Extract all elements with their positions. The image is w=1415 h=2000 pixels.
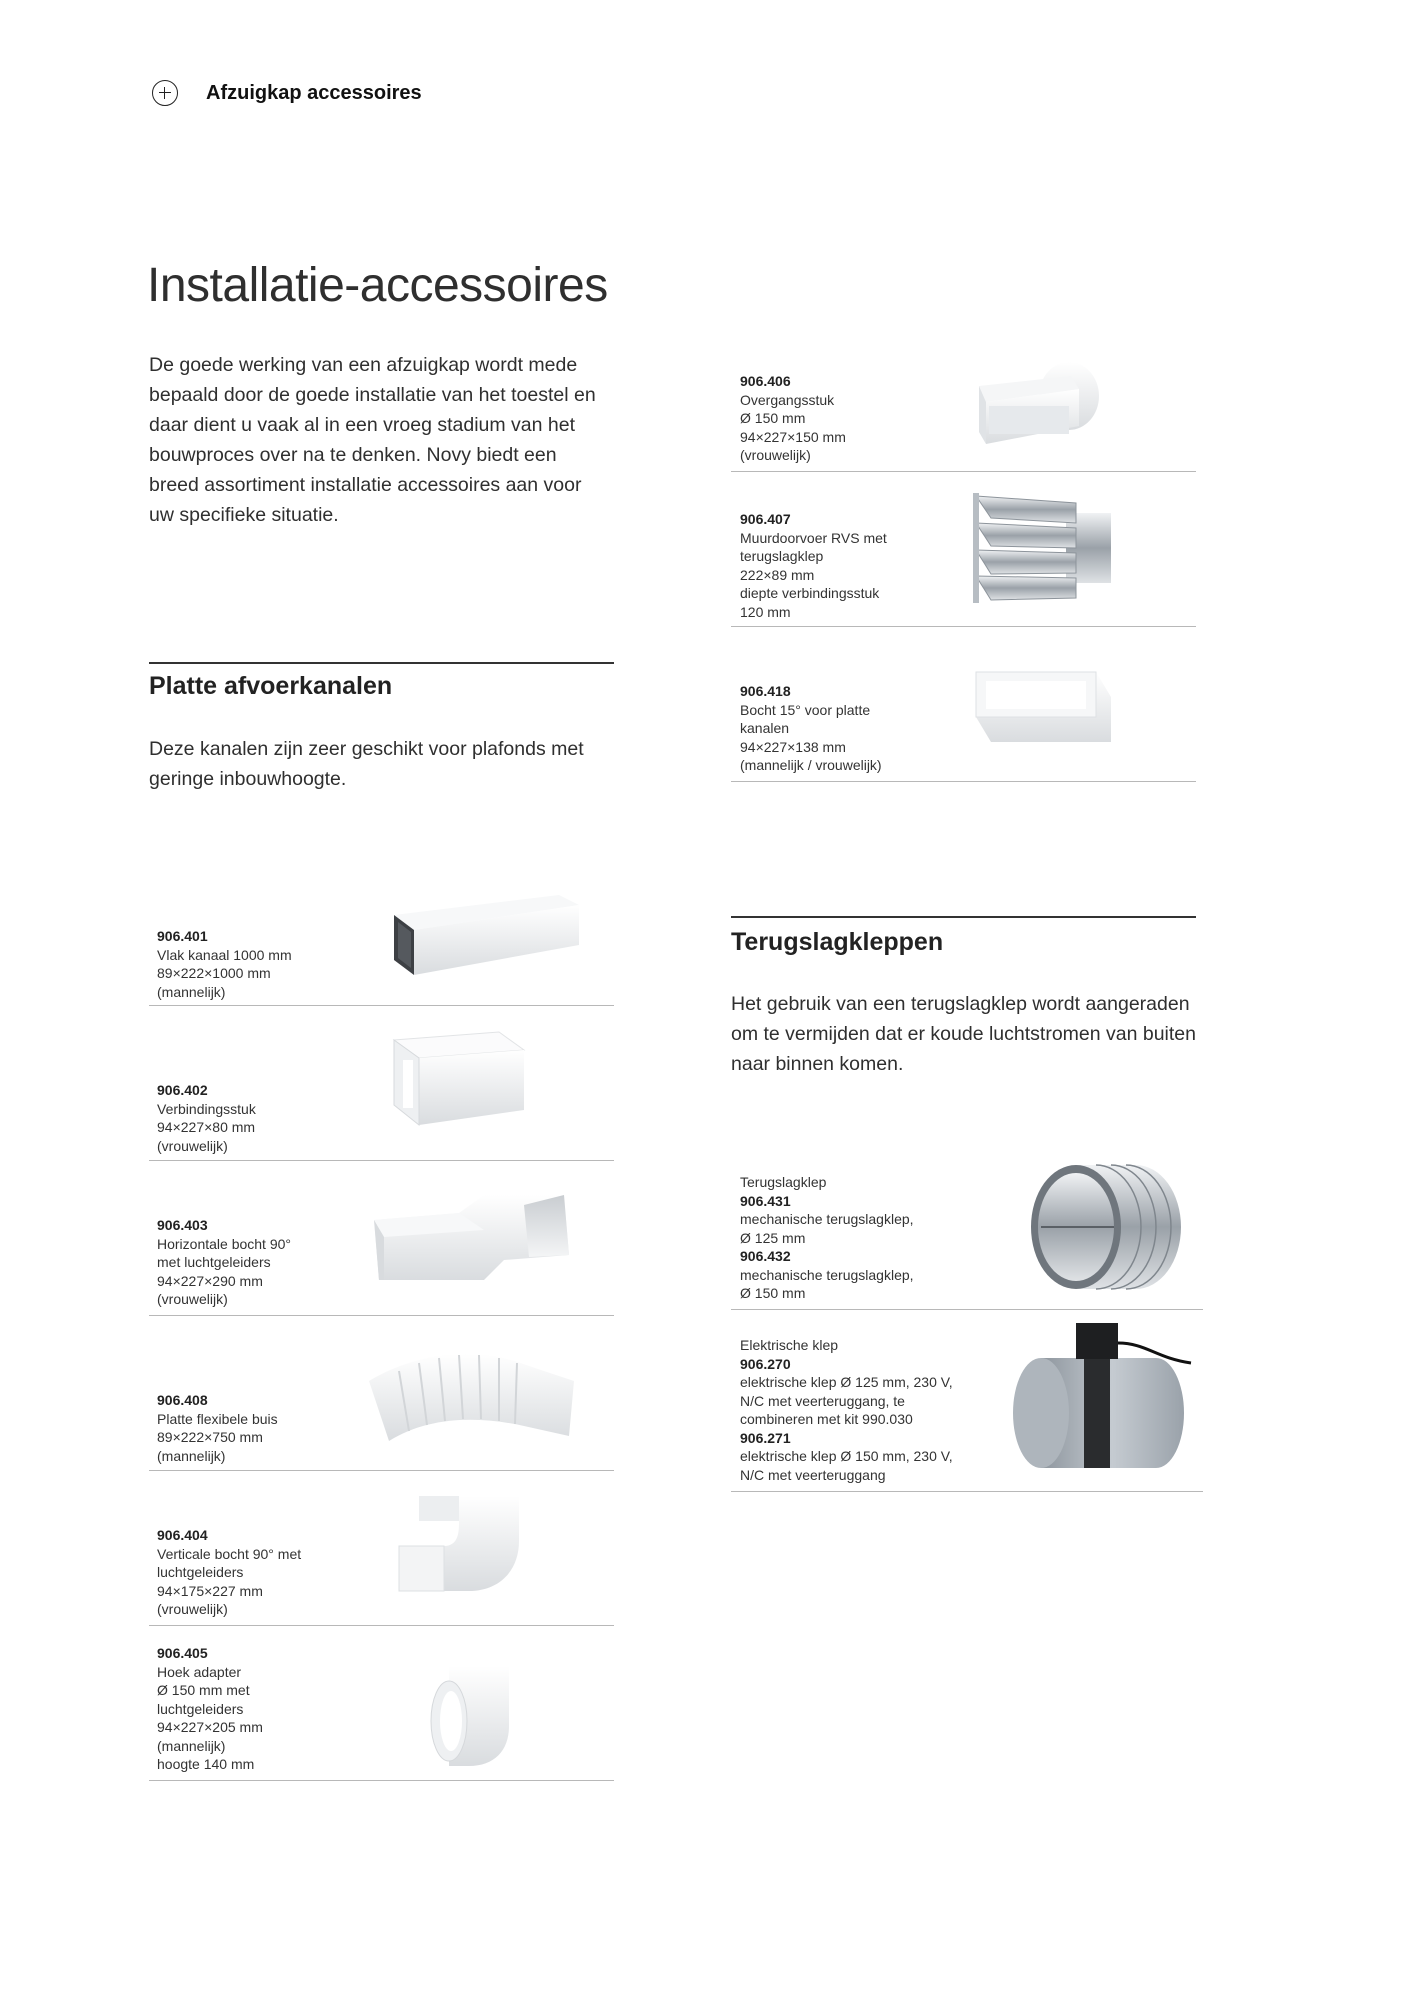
product-line: (vrouwelijk) xyxy=(157,1601,228,1617)
product-line: Muurdoorvoer RVS met xyxy=(740,529,887,546)
product-line: (vrouwelijk) xyxy=(157,1137,228,1154)
product-line: Ø 150 mm xyxy=(740,410,806,426)
product-code: 906.407 xyxy=(740,511,791,527)
product-906-402 xyxy=(149,1006,614,1161)
section-title-platte: Platte afvoerkanalen xyxy=(149,672,393,700)
product-906-408 xyxy=(149,1316,614,1471)
product-code: 906.404 xyxy=(157,1527,208,1543)
product-terugslagklep xyxy=(731,1150,1203,1310)
product-line: (mannelijk) xyxy=(157,1737,226,1754)
product-906-404 xyxy=(149,1471,614,1626)
product-line: N/C met veerteruggang xyxy=(740,1466,886,1483)
product-line: mechanische terugslagklep, xyxy=(740,1211,914,1227)
product-code: 906.408 xyxy=(157,1392,208,1408)
corner-adapter-image xyxy=(414,1656,524,1776)
connector-image xyxy=(379,1030,539,1145)
product-name: Elektrische klep xyxy=(740,1337,839,1353)
product-line: (vrouwelijk) xyxy=(740,447,811,463)
product-line: mechanische terugslagklep, xyxy=(740,1266,914,1283)
product-906-403 xyxy=(149,1161,614,1316)
product-906-418 xyxy=(731,627,1196,782)
product-line: 94×227×80 mm xyxy=(157,1119,256,1135)
page-title: Installatie-accessoires xyxy=(147,259,608,312)
product-code: 906.432 xyxy=(740,1248,791,1264)
product-line: (mannelijk / vrouwelijk) xyxy=(740,757,882,773)
product-line: 89×222×750 mm xyxy=(157,1429,263,1445)
product-line: hoogte 140 mm xyxy=(157,1756,255,1772)
vertical-bend-image xyxy=(389,1486,549,1611)
product-906-405 xyxy=(149,1626,614,1781)
product-code: 906.402 xyxy=(157,1082,208,1098)
flat-duct-image xyxy=(384,890,584,985)
product-line: N/C met veerteruggang, te xyxy=(740,1392,905,1409)
section-divider xyxy=(149,662,614,664)
product-code: 906.401 xyxy=(157,928,208,944)
transition-piece-image xyxy=(971,354,1111,454)
product-line: Horizontale bocht 90° xyxy=(157,1235,292,1252)
product-line: (mannelijk) xyxy=(157,983,226,1000)
product-code: 906.270 xyxy=(740,1355,791,1372)
wall-outlet-image xyxy=(971,488,1116,608)
product-line: (mannelijk) xyxy=(157,1447,226,1464)
product-line: kanalen xyxy=(740,720,790,736)
section-divider xyxy=(731,916,1196,918)
bend-15-image xyxy=(946,657,1121,757)
product-line: combineren met kit 990.030 xyxy=(740,1411,913,1427)
product-line: Platte flexibele buis xyxy=(157,1410,278,1427)
product-code: 906.403 xyxy=(157,1217,208,1233)
page-header xyxy=(152,76,422,110)
product-906-407 xyxy=(731,472,1196,627)
section-desc-terug: Het gebruik van een terugslagklep wordt aangeraden om te vermijden dat er koude luchtstromen van buiten naar binnen komen. xyxy=(731,993,1197,1075)
product-906-401 xyxy=(149,880,614,1006)
product-code: 906.405 xyxy=(157,1645,208,1661)
product-line: diepte verbindingsstuk xyxy=(740,585,880,601)
product-line: Overgangsstuk xyxy=(740,391,835,408)
product-line: Verbindingsstuk xyxy=(157,1100,256,1117)
product-code: 906.271 xyxy=(740,1429,791,1446)
product-line: 120 mm xyxy=(740,603,791,620)
product-line: elektrische klep Ø 150 mm, 230 V, xyxy=(740,1448,953,1464)
section-title-terug: Terugslagkleppen xyxy=(731,928,944,956)
product-line: 94×227×205 mm xyxy=(157,1719,263,1735)
product-name: Terugslagklep xyxy=(740,1174,827,1190)
product-line: 94×227×290 mm xyxy=(157,1272,263,1289)
product-line: (vrouwelijk) xyxy=(157,1291,228,1307)
product-line: 94×227×138 mm xyxy=(740,738,846,755)
product-line: luchtgeleiders xyxy=(157,1564,244,1580)
product-code: 906.418 xyxy=(740,683,791,699)
product-line: Bocht 15° voor platte xyxy=(740,701,871,718)
product-line: Ø 150 mm met xyxy=(157,1682,250,1698)
product-line: 222×89 mm xyxy=(740,566,815,583)
product-line: Ø 125 mm xyxy=(740,1229,806,1246)
check-valve-image xyxy=(1016,1155,1186,1300)
product-906-406 xyxy=(731,340,1196,472)
product-code: 906.406 xyxy=(740,373,791,389)
product-line: luchtgeleiders xyxy=(157,1700,244,1717)
horizontal-bend-image xyxy=(364,1185,579,1290)
section-desc-platte: Deze kanalen zijn zeer geschikt voor plafonds met geringe inbouwhoogte. xyxy=(149,738,584,790)
product-line: met luchtgeleiders xyxy=(157,1254,271,1270)
product-line: Hoek adapter xyxy=(157,1663,242,1680)
product-code: 906.431 xyxy=(740,1192,791,1209)
product-line: Verticale bocht 90° met xyxy=(157,1545,302,1562)
product-line: Ø 150 mm xyxy=(740,1285,806,1301)
product-line: elektrische klep Ø 125 mm, 230 V, xyxy=(740,1374,953,1390)
product-line: 89×222×1000 mm xyxy=(157,965,271,981)
plus-circle-icon xyxy=(152,80,178,106)
electric-valve-image xyxy=(1006,1318,1201,1478)
product-line: Vlak kanaal 1000 mm xyxy=(157,946,292,963)
section-label: Afzuigkap accessoires xyxy=(206,81,422,104)
flexible-duct-image xyxy=(359,1341,584,1451)
product-line: 94×175×227 mm xyxy=(157,1582,263,1599)
product-elektrische-klep xyxy=(731,1310,1203,1492)
product-line: terugslagklep xyxy=(740,548,824,564)
product-line: 94×227×150 mm xyxy=(740,428,846,445)
intro-text: De goede werking van een afzuigkap wordt mede bepaald door de goede installatie van het toestel en daar dient u vaak al in een vroeg stadium van het bouwproces over na te denken. Novy biedt een breed assortiment installatie accessoires aan voor uw specifieke situatie. xyxy=(149,354,596,526)
